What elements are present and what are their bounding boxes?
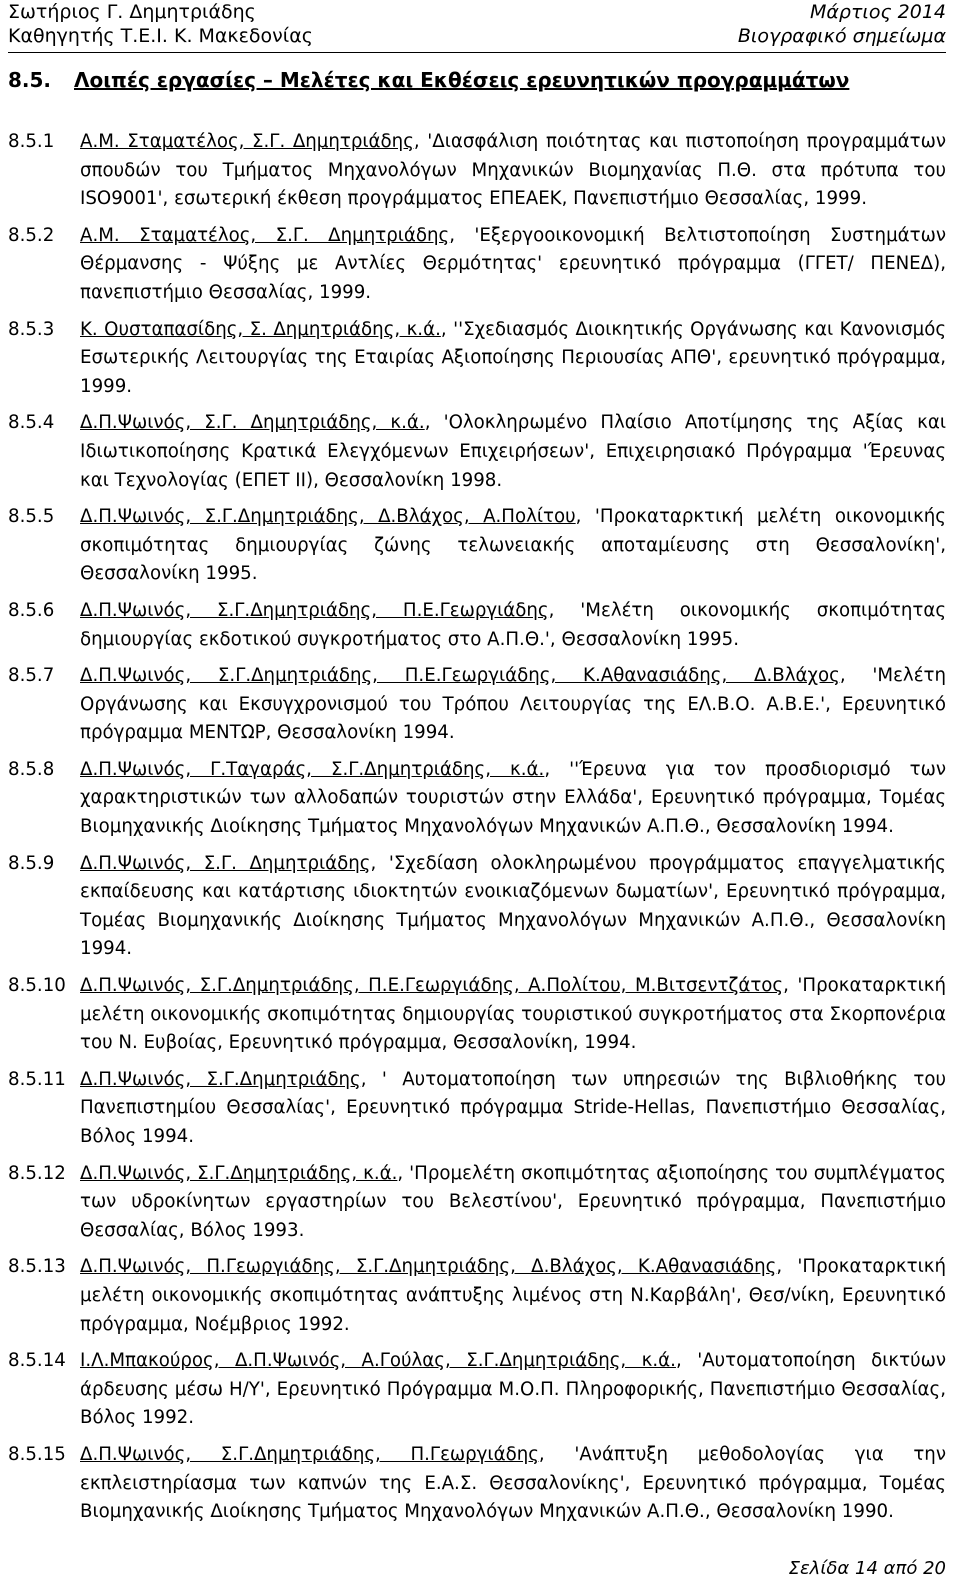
list-item (8, 972, 946, 1058)
entry-text (80, 222, 946, 308)
entry-description: , 'Ανάπτυξη μεθοδολογίας για την εκπλειστηρίασμα των καπνών της Ε.Α.Σ. Θεσσαλονίκης', Ερευνητικό πρόγραμμα, Τομέας Βιομηχανικής Διοίκησης Τμήματος Μηχανολόγων Μηχανικών Α.Π.Θ., Θεσσαλονίκη 1990. (80, 1443, 946, 1523)
entry-text (80, 597, 946, 654)
page-number: Σελίδα 14 από 20 (788, 1558, 946, 1579)
entry-description: , 'Προκαταρκτική μελέτη οικονομικής σκοπιμότητας ανάπτυξης λιμένος στη Ν.Καρβάλη', Θεσ/νίκη, Ερευνητικό πρόγραμμα, Νοέμβριος 1992. (80, 1256, 946, 1335)
entry-authors: Δ.Π.Ψωινός, Σ.Γ. Δημητριάδης, κ.ά. (80, 412, 425, 434)
entry-description: , 'Μελέτη οικονομικής σκοπιμότητας δημιουργίας εκδοτικού συγκροτήματος στο Α.Π.Θ.', Θεσσαλονίκη 1995. (80, 599, 946, 650)
section-title: Λοιπές εργασίες – Μελέτες και Εκθέσεις ερευνητικών προγραμμάτων (74, 68, 850, 92)
entry-authors: Δ.Π.Ψωινός, Γ.Ταγαράς, Σ.Γ.Δημητριάδης, κ.ά. (80, 758, 545, 780)
entry-authors: Δ.Π.Ψωινός, Σ.Γ.Δημητριάδης, Δ.Βλάχος, Α.Πολίτου (80, 506, 576, 528)
entry-description: , ''Έρευνα για τον προσδιορισμό των χαρακτηριστικών των αλλοδαπών τουριστών στην Ελλάδα', Ερευνητικό πρόγραμμα, Τομέας Βιομηχανικής Διοίκησης Τμήματος Μηχανολόγων Μηχανικών Α.Π.Θ., Θεσσαλονίκη 1994. (80, 758, 946, 838)
list-item (8, 409, 946, 495)
entry-description: , 'Προκαταρκτική μελέτη οικονομικής σκοπιμότητας δημιουργίας τουριστικού συγκροτήματος στα Σκορπονέρια του Ν. Ευβοίας, Ερευνητικό πρόγραμμα, Θεσσαλονίκη, 1994. (80, 975, 947, 1054)
section-number: 8.5. (8, 68, 52, 92)
entry-number: 8.5.7 (8, 665, 55, 687)
entry-description: , 'Διασφάλιση ποιότητας και πιστοποίηση προγραμμάτων σπουδών του Τμήματος Μηχανολόγων Μηχανικών Βιομηχανίας Π.Θ. στα πρότυπα του ISO9001', εσωτερική έκθεση προγράμματος ΕΠΕΑΕΚ, Πανεπιστήμιο Θεσσαλίας, 1999. (80, 131, 946, 210)
entry-number: 8.5.9 (8, 852, 55, 874)
list-item (8, 662, 946, 748)
header-divider (8, 52, 946, 53)
entry-list (8, 128, 946, 1535)
entry-authors: Α.Μ. Σταματέλος, Σ.Γ. Δημητριάδης (80, 224, 450, 246)
entry-number: 8.5.14 (8, 1350, 66, 1372)
entry-number: 8.5.3 (8, 318, 55, 340)
header-author: Σωτήριος Γ. Δημητριάδης (8, 1, 256, 23)
entry-description: , 'Εξεργοοικονομική Βελτιστοποίηση Συστημάτων Θέρμανσης - Ψύξης με Αντλίες Θερμότητας' ερευνητικό πρόγραμμα (ΓΓΕΤ/ ΠΕΝΕΔ), πανεπιστήμιο Θεσσαλίας, 1999. (80, 224, 946, 303)
header-date: Μάρτιος 2014 (809, 1, 946, 23)
entry-authors: Δ.Π.Ψωινός, Σ.Γ.Δημητριάδης, Π.Ε.Γεωργιάδης, Κ.Αθανασιάδης, Δ.Βλάχος (80, 665, 840, 687)
entry-description: , 'Προκαταρκτική μελέτη οικονομικής σκοπιμότητας δημιουργίας ζώνης τελωνειακής αποταμίευσης στη Θεσσαλονίκη', Θεσσαλονίκη 1995. (80, 506, 946, 585)
entry-number: 8.5.15 (8, 1443, 66, 1465)
entry-text (80, 503, 946, 589)
list-item (8, 1253, 946, 1339)
entry-authors: Δ.Π.Ψωινός, Π.Γεωργιάδης, Σ.Γ.Δημητριάδης, Δ.Βλάχος, Κ.Αθανασιάδης (80, 1256, 777, 1278)
entry-authors: Δ.Π.Ψωινός, Σ.Γ.Δημητριάδης, Π.Ε.Γεωργιάδης (80, 599, 549, 621)
list-item (8, 128, 946, 214)
entry-number: 8.5.13 (8, 1256, 66, 1278)
list-item (8, 597, 946, 654)
entry-number: 8.5.10 (8, 975, 66, 997)
entry-authors: Δ.Π.Ψωινός, Σ.Γ. Δημητριάδης (80, 852, 371, 874)
entry-authors: Δ.Π.Ψωινός, Σ.Γ.Δημητριάδης (80, 1068, 361, 1090)
entry-text (80, 662, 946, 748)
header-row-1 (8, 0, 946, 24)
entry-description: , ' Αυτοματοποίηση των υπηρεσιών της Βιβλιοθήκης του Πανεπιστημίου Θεσσαλίας', Ερευνητικό πρόγραμμα Stride-Hellas, Πανεπιστήμιο Θεσσαλίας, Βόλος 1994. (80, 1068, 946, 1147)
entry-text (80, 409, 946, 495)
list-item (8, 756, 946, 842)
list-item (8, 1441, 946, 1527)
entry-text (80, 128, 946, 214)
entry-number: 8.5.11 (8, 1068, 66, 1090)
entry-text (80, 1347, 946, 1433)
header-doc-type: Βιογραφικό σημείωμα (737, 25, 946, 47)
entry-authors: Κ. Ουσταπασίδης, Σ. Δημητριάδης, κ.ά. (80, 318, 441, 340)
entry-text (80, 972, 946, 1058)
list-item (8, 222, 946, 308)
entry-description: , 'Προμελέτη σκοπιμότητας αξιοποίησης του συμπλέγματος των υδροκίνητων εργαστηρίων του Βελεστίνου', Ερευνητικό πρόγραμμα, Πανεπιστήμιο Θεσσαλίας, Βόλος 1993. (80, 1162, 946, 1241)
list-item (8, 850, 946, 964)
entry-description: , 'Αυτοματοποίηση δικτύων άρδευσης μέσω Η/Υ', Ερευνητικό Πρόγραμμα Μ.Ο.Π. Πληροφορικής, Πανεπιστήμιο Θεσσαλίας, Βόλος 1992. (80, 1350, 947, 1429)
entry-text (80, 316, 946, 402)
list-item (8, 1160, 946, 1246)
entry-text (80, 1160, 946, 1246)
entry-authors: Α.Μ. Σταματέλος, Σ.Γ. Δημητριάδης (80, 131, 414, 152)
entry-number: 8.5.12 (8, 1162, 66, 1184)
entry-text (80, 1253, 946, 1339)
entry-text (80, 1066, 946, 1152)
entry-authors: Ι.Λ.Μπακούρος, Δ.Π.Ψωινός, Α.Γούλας, Σ.Γ.Δημητριάδης, κ.ά. (80, 1350, 676, 1372)
entry-number: 8.5.5 (8, 506, 55, 528)
entry-authors: Δ.Π.Ψωινός, Σ.Γ.Δημητριάδης, Π.Γεωργιάδης (80, 1443, 539, 1465)
entry-authors: Δ.Π.Ψωινός, Σ.Γ.Δημητριάδης, κ.ά. (80, 1162, 398, 1184)
entry-description: , 'Μελέτη Οργάνωσης και Εκσυγχρονισμού του Τρόπου Λειτουργίας της ΕΛ.Β.Ο. Α.Β.Ε.', Ερευνητικό πρόγραμμα ΜΕΝΤΩΡ, Θεσσαλονίκη 1994. (80, 665, 946, 744)
header-row-2 (8, 24, 946, 48)
page-header (8, 0, 946, 48)
entry-number: 8.5.6 (8, 599, 55, 621)
page-footer (789, 1558, 946, 1579)
entry-number: 8.5.2 (8, 224, 55, 246)
entry-description: , 'Ολοκληρωμένο Πλαίσιο Αποτίμησης της Αξίας και Ιδιωτικοποίησης Κρατικά Ελεγχόμενων Επιχειρήσεων', Επιχειρησιακό Πρόγραμμα 'Έρευνας και Τεχνολογίας (ΕΠΕΤ ΙΙ), Θεσσαλονίκη 1998. (80, 412, 946, 491)
entry-text (80, 756, 946, 842)
entry-number: 8.5.4 (8, 412, 55, 434)
entry-number: 8.5.1 (8, 131, 55, 152)
list-item (8, 1347, 946, 1433)
list-item (8, 316, 946, 402)
entry-text (80, 850, 946, 964)
header-position: Καθηγητής Τ.Ε.Ι. Κ. Μακεδονίας (8, 25, 313, 47)
entry-text (80, 1441, 946, 1527)
list-item (8, 1066, 946, 1152)
entry-authors: Δ.Π.Ψωινός, Σ.Γ.Δημητριάδης, Π.Ε.Γεωργιάδης, Α.Πολίτου, Μ.Βιτσεντζάτος (80, 975, 784, 997)
section-heading (8, 68, 849, 92)
list-item (8, 503, 946, 589)
entry-number: 8.5.8 (8, 758, 55, 780)
entry-description: , ''Σχεδιασμός Διοικητικής Οργάνωσης και Κανονισμός Εσωτερικής Λειτουργίας της Εταιρίας Αξιοποίησης Περιουσίας ΑΠΘ', ερευνητικό πρόγραμμα, 1999. (80, 318, 946, 397)
entry-description: , 'Σχεδίαση ολοκληρωμένου προγράμματος επαγγελματικής εκπαίδευσης και κατάρτισης ιδιοκτητών ενοικιαζόμενων δωματίων', Ερευνητικό πρόγραμμα, Τομέας Βιομηχανικής Διοίκησης Τμήματος Μηχανολόγων Μηχανικών Α.Π.Θ., Θεσσαλονίκη 1994. (80, 852, 946, 960)
